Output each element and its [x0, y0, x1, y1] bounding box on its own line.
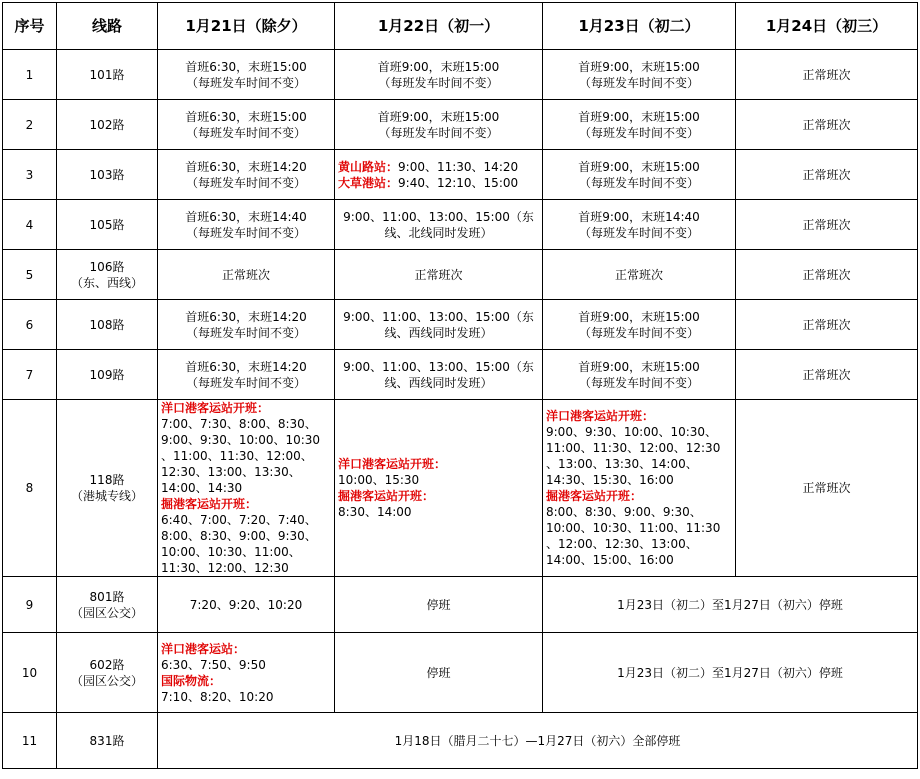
row-no: 10: [3, 633, 57, 713]
jan24-cell: 正常班次: [736, 400, 918, 577]
station-label: 掘港客运站开班：: [546, 489, 643, 503]
row-no: 1: [3, 50, 57, 100]
route-cell: 101路: [57, 50, 158, 100]
route-cell: 801路 （园区公交）: [57, 577, 158, 633]
jan23-cell: 首班9:00，末班15:00 （每班发车时间不变）: [543, 300, 736, 350]
station-label: 黄山路站：: [338, 159, 399, 174]
route-cell: 106路 （东、西线）: [57, 250, 158, 300]
jan24-cell: 正常班次: [736, 150, 918, 200]
header-jan21: 1月21日（除夕）: [158, 3, 335, 50]
station-label: 大草港站：: [338, 175, 399, 190]
jan21-cell: 首班6:30，末班15:00 （每班发车时间不变）: [158, 50, 335, 100]
jan23-jan24-cell: 1月23日（初二）至1月27日（初六）停班: [543, 633, 918, 713]
jan23-cell: 正常班次: [543, 250, 736, 300]
jan24-cell: 正常班次: [736, 350, 918, 400]
table-row: [3, 200, 918, 250]
table-row: [3, 577, 918, 633]
route-cell: 831路: [57, 713, 158, 769]
route-cell: 102路: [57, 100, 158, 150]
header-jan22: 1月22日（初一）: [335, 3, 543, 50]
row-no: 7: [3, 350, 57, 400]
header-no: 序号: [3, 3, 57, 50]
jan21-cell: 首班6:30，末班14:20 （每班发车时间不变）: [158, 300, 335, 350]
header-route: 线路: [57, 3, 158, 50]
table-row: [3, 400, 918, 577]
station-label: 洋口港客运站开班：: [338, 457, 447, 471]
row-no: 3: [3, 150, 57, 200]
jan21-cell: 正常班次: [158, 250, 335, 300]
jan24-cell: 正常班次: [736, 100, 918, 150]
table-row: [3, 50, 918, 100]
jan23-cell: 首班9:00，末班15:00 （每班发车时间不变）: [543, 100, 736, 150]
bus-schedule-table: [2, 2, 918, 769]
jan23-cell: 首班9:00，末班15:00 （每班发车时间不变）: [543, 150, 736, 200]
route-cell: 118路 （港城专线）: [57, 400, 158, 577]
table-row: [3, 713, 918, 769]
table-row: [3, 100, 918, 150]
jan22-cell: 首班9:00，末班15:00 （每班发车时间不变）: [335, 50, 543, 100]
jan22-cell: 9:00、11:00、13:00、15:00（东 线、北线同时发班）: [335, 200, 543, 250]
jan23-cell: 首班9:00，末班15:00 （每班发车时间不变）: [543, 350, 736, 400]
table-row: [3, 633, 918, 713]
jan21-cell: 7:20、9:20、10:20: [158, 577, 335, 633]
row-no: 11: [3, 713, 57, 769]
jan24-cell: 正常班次: [736, 50, 918, 100]
row-no: 2: [3, 100, 57, 150]
jan24-cell: 正常班次: [736, 200, 918, 250]
jan21-cell: 首班6:30，末班15:00 （每班发车时间不变）: [158, 100, 335, 150]
jan23-cell: 首班9:00，末班15:00 （每班发车时间不变）: [543, 50, 736, 100]
station-label: 洋口港客运站：: [161, 641, 246, 656]
table-row: [3, 300, 918, 350]
jan23-cell: 洋口港客运站开班： 9:00、9:30、10:00、10:30、 11:00、11:30、12:00、12:30 、13:00、13:30、14:00、 14:30、15:30、16:00 掘港客运站开班： 8:00、8:30、9:00、9:30、 10:00、10:30、11:00、11:30 、12:00、12:30、13:00、 14:00、15:00、16:00: [543, 400, 736, 577]
header-jan23: 1月23日（初二）: [543, 3, 736, 50]
jan24-cell: 正常班次: [736, 250, 918, 300]
jan22-cell: 停班: [335, 577, 543, 633]
row-no: 8: [3, 400, 57, 577]
row-no: 5: [3, 250, 57, 300]
table-row: [3, 150, 918, 200]
route-cell: 109路: [57, 350, 158, 400]
table-row: [3, 250, 918, 300]
route-cell: 105路: [57, 200, 158, 250]
jan21-cell: 首班6:30，末班14:20 （每班发车时间不变）: [158, 350, 335, 400]
table-row: [3, 350, 918, 400]
jan22-cell: 正常班次: [335, 250, 543, 300]
jan21-cell: 首班6:30，末班14:40 （每班发车时间不变）: [158, 200, 335, 250]
header-row: [3, 3, 918, 50]
route-cell: 108路: [57, 300, 158, 350]
jan21-cell: 洋口港客运站： 6:30、7:50、9:50 国际物流： 7:10、8:20、10:20: [158, 633, 335, 713]
station-label: 掘港客运站开班：: [338, 489, 435, 503]
jan23-cell: 首班9:00，末班14:40 （每班发车时间不变）: [543, 200, 736, 250]
row-no: 6: [3, 300, 57, 350]
merged-suspension-cell: 1月18日（腊月二十七）—1月27日（初六）全部停班: [158, 713, 918, 769]
jan22-cell: 黄山路站：9:00、11:30、14:20 大草港站：9:40、12:10、15:00: [335, 150, 543, 200]
jan23-jan24-cell: 1月23日（初二）至1月27日（初六）停班: [543, 577, 918, 633]
jan22-cell: 9:00、11:00、13:00、15:00（东 线、西线同时发班）: [335, 300, 543, 350]
row-no: 4: [3, 200, 57, 250]
jan22-cell: 停班: [335, 633, 543, 713]
header-jan24: 1月24日（初三）: [736, 3, 918, 50]
station-label: 掘港客运站开班：: [161, 497, 258, 511]
jan21-cell: 洋口港客运站开班： 7:00、7:30、8:00、8:30、 9:00、9:30、10:00、10:30 、11:00、11:30、12:00、 12:30、13:00、13:30、 14:00、14:30 掘港客运站开班： 6:40、7:00、7:20、7:40、 8:00、8:30、9:00、9:30、 10:00、10:30、11:00、 11:30、12:00、12:30: [158, 400, 335, 577]
route-cell: 602路 （园区公交）: [57, 633, 158, 713]
jan21-cell: 首班6:30，末班14:20 （每班发车时间不变）: [158, 150, 335, 200]
jan22-cell: 9:00、11:00、13:00、15:00（东 线、西线同时发班）: [335, 350, 543, 400]
jan22-cell: 首班9:00，末班15:00 （每班发车时间不变）: [335, 100, 543, 150]
jan24-cell: 正常班次: [736, 300, 918, 350]
station-label: 洋口港客运站开班：: [161, 401, 270, 415]
row-no: 9: [3, 577, 57, 633]
route-cell: 103路: [57, 150, 158, 200]
station-label: 洋口港客运站开班：: [546, 409, 655, 423]
jan22-cell: 洋口港客运站开班： 10:00、15:30 掘港客运站开班： 8:30、14:00: [335, 400, 543, 577]
station-label: 国际物流：: [161, 673, 222, 688]
